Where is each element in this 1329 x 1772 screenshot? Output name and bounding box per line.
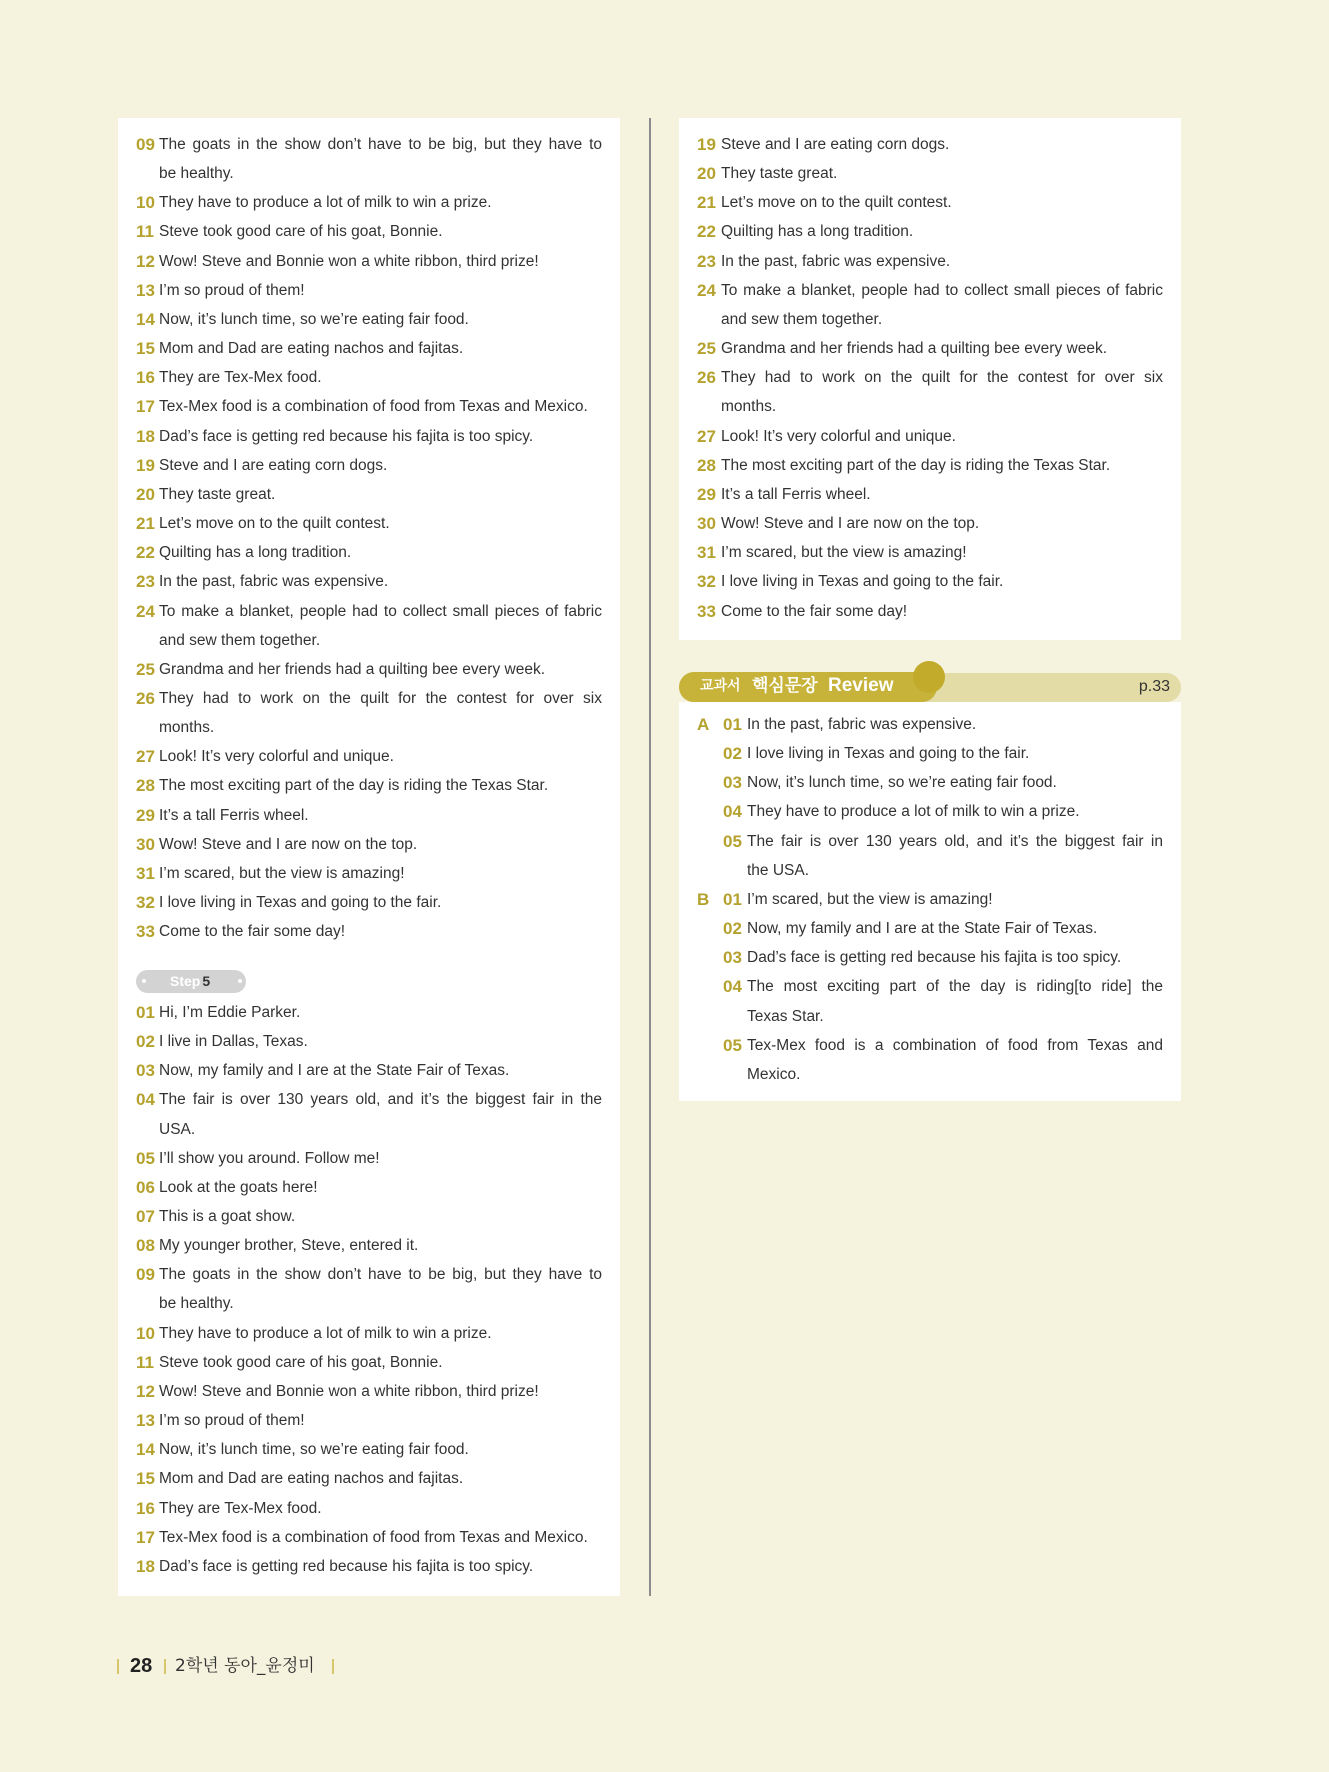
sentence-number: 21 (136, 514, 155, 534)
sentence-text: Now, my family and I are at the State Fair of Texas. (159, 1062, 510, 1080)
step-sentence-list (136, 998, 602, 1581)
footer-separator (117, 1659, 119, 1674)
sentence-item (136, 830, 602, 859)
sentence-number: 19 (136, 455, 155, 475)
sentence-item (136, 888, 602, 917)
sentence-item (697, 567, 1163, 596)
sentence-number: 15 (136, 339, 155, 359)
review-sentence-list (723, 885, 1163, 1089)
sentence-number: 24 (697, 280, 716, 300)
sentence-list (697, 130, 1163, 626)
sentence-number: 27 (697, 426, 716, 446)
sentence-text: They had to work on the quilt for the contest for over six (721, 369, 1163, 387)
sentence-text: Come to the fair some day! (159, 923, 346, 941)
sentence-item (136, 247, 602, 276)
sentence-text: The goats in the show don’t have to be big, but they have to (159, 136, 602, 153)
sentence-text: In the past, fabric was expensive. (159, 573, 389, 591)
sentence-number: 17 (136, 397, 155, 417)
sentence-number: 01 (723, 715, 742, 734)
sentence-number: 03 (723, 948, 742, 968)
review-page-reference: p.33 (1138, 678, 1170, 695)
sentence-number: 18 (136, 426, 155, 446)
sentence-text: They have to produce a lot of milk to win a prize. (159, 194, 492, 212)
sentence-item (697, 188, 1163, 217)
sentence-number: 11 (136, 222, 154, 242)
section-letter: A (697, 715, 710, 734)
sentence-item (723, 710, 1163, 739)
footer-separator (332, 1659, 334, 1674)
sentence-text: I love living in Texas and going to the fair. (159, 894, 442, 912)
sentence-number: 04 (723, 802, 742, 822)
sentence-text: Dad’s face is getting red because his fajita is too spicy. (747, 949, 1122, 967)
review-section-b (697, 885, 1163, 1089)
sentence-item (136, 567, 602, 596)
sentence-text: The most exciting part of the day is riding the Texas Star. (159, 777, 549, 795)
sentence-item (136, 1260, 602, 1318)
sentence-text: It’s a tall Ferris wheel. (159, 806, 309, 824)
sentence-number: 11 (136, 1352, 154, 1372)
sentence-item (136, 1464, 602, 1493)
sentence-text: The fair is over 130 years old, and it’s the biggest fair in the (159, 1091, 602, 1109)
sentence-item (136, 1173, 602, 1202)
sentence-item (697, 597, 1163, 626)
sentence-text: Now, it’s lunch time, so we’re eating fair food. (159, 310, 469, 328)
sentence-item (136, 1435, 602, 1464)
sentence-item (136, 771, 602, 800)
step-number: 5 (202, 972, 211, 989)
sentence-item (136, 1377, 602, 1406)
sentence-text: They are Tex-Mex food. (159, 1499, 322, 1517)
sentence-item (697, 217, 1163, 246)
sentence-text: Steve took good care of his goat, Bonnie. (159, 223, 443, 241)
section-letter: B (697, 889, 710, 909)
sentence-text: Let’s move on to the quilt contest. (721, 194, 952, 212)
sentence-item (136, 334, 602, 363)
sentence-text: Quilting has a long tradition. (721, 223, 914, 241)
review-panel (679, 702, 1181, 1101)
sentence-number: 26 (697, 368, 716, 388)
sentence-number: 22 (697, 222, 716, 242)
sentence-number: 01 (723, 889, 742, 909)
sentence-item (136, 363, 602, 392)
sentence-text: USA. (159, 1120, 196, 1138)
sentence-text: They have to produce a lot of milk to win a prize. (747, 803, 1080, 821)
sentence-item (136, 1056, 602, 1085)
sentence-text: Wow! Steve and I are now on the top. (721, 515, 980, 533)
sentence-text: Look! It’s very colorful and unique. (159, 748, 394, 766)
sentence-text: Now, it’s lunch time, so we’re eating fair food. (159, 1441, 469, 1459)
sentence-item (723, 1031, 1163, 1089)
sentence-number: 10 (136, 1323, 155, 1343)
sentence-number: 04 (723, 977, 742, 997)
circle-icon (913, 661, 945, 693)
sentence-text: and sew them together. (159, 631, 321, 649)
sentence-number: 29 (697, 484, 716, 504)
sentence-number: 02 (723, 744, 742, 764)
sentence-item (136, 1231, 602, 1260)
sentence-list (136, 130, 602, 946)
step-label (136, 970, 246, 993)
sentence-item (723, 972, 1163, 1030)
sentence-number: 25 (697, 339, 716, 359)
sentence-number: 28 (697, 455, 716, 475)
sentence-number: 12 (136, 251, 155, 271)
sentence-text: It’s a tall Ferris wheel. (721, 485, 871, 503)
sentence-text: Quilting has a long tradition. (159, 544, 352, 562)
sentence-number: 32 (136, 893, 155, 913)
sentence-text: They have to produce a lot of milk to win a prize. (159, 1324, 492, 1342)
sentence-text: Dad’s face is getting red because his fajita is too spicy. (159, 427, 534, 445)
sentence-item (697, 363, 1163, 421)
sentence-text: I live in Dallas, Texas. (159, 1033, 308, 1051)
sentence-item (697, 451, 1163, 480)
dot-icon (142, 979, 146, 983)
sentence-number: 10 (136, 193, 155, 213)
sentence-number: 28 (136, 776, 155, 796)
sentence-text: I’m scared, but the view is amazing! (721, 544, 967, 562)
sentence-text: Mom and Dad are eating nachos and fajitas. (159, 340, 464, 358)
sentence-text: Steve and I are eating corn dogs. (159, 456, 388, 474)
sentence-text: To make a blanket, people had to collect small pieces of fabric (721, 281, 1163, 299)
sentence-number: 14 (136, 309, 155, 329)
sentence-text: and sew them together. (721, 310, 883, 328)
sentence-text: They had to work on the quilt for the contest for over six (159, 689, 602, 707)
sentence-text: I’m so proud of them! (159, 1412, 305, 1430)
sentence-text: Come to the fair some day! (721, 602, 908, 620)
sentence-item (136, 1552, 602, 1581)
sentence-number: 13 (136, 1411, 155, 1431)
right-panel (679, 118, 1181, 640)
sentence-number: 23 (136, 572, 155, 592)
sentence-item (723, 768, 1163, 797)
sentence-item (697, 509, 1163, 538)
sentence-text: I love living in Texas and going to the fair. (721, 573, 1004, 591)
sentence-number: 24 (136, 601, 155, 621)
sentence-number: 31 (136, 863, 155, 883)
sentence-number: 22 (136, 543, 155, 563)
sentence-item (723, 943, 1163, 972)
sentence-item (136, 1202, 602, 1231)
sentence-number: 33 (697, 601, 716, 621)
sentence-number: 16 (136, 368, 155, 388)
sentence-text: Look! It’s very colorful and unique. (721, 427, 956, 445)
sentence-text: Now, it’s lunch time, so we’re eating fair food. (747, 774, 1057, 792)
sentence-item (136, 742, 602, 771)
sentence-text: The most exciting part of the day is riding the Texas Star. (721, 456, 1111, 474)
sentence-item (136, 859, 602, 888)
review-title-review: Review (828, 675, 894, 696)
sentence-number: 09 (136, 135, 155, 154)
sentence-item (136, 538, 602, 567)
sentence-number: 07 (136, 1206, 155, 1226)
sentence-text: Grandma and her friends had a quilting bee every week. (159, 660, 546, 678)
sentence-item (697, 334, 1163, 363)
sentence-item (136, 801, 602, 830)
sentence-text: In the past, fabric was expensive. (721, 252, 951, 270)
sentence-number: 30 (136, 834, 155, 854)
sentence-text: Now, my family and I are at the State Fair of Texas. (747, 920, 1098, 938)
sentence-item (136, 276, 602, 305)
sentence-number: 17 (136, 1527, 155, 1547)
sentence-text: I’ll show you around. Follow me! (159, 1149, 380, 1167)
sentence-item (136, 1085, 602, 1143)
sentence-item (723, 914, 1163, 943)
sentence-text: Look at the goats here! (159, 1178, 318, 1196)
sentence-item (136, 422, 602, 451)
sentence-item (697, 480, 1163, 509)
sentence-number: 32 (697, 572, 716, 592)
sentence-text: months. (159, 719, 215, 737)
column-divider (649, 118, 651, 1596)
sentence-item (136, 917, 602, 946)
sentence-number: 25 (136, 659, 155, 679)
sentence-item (136, 1348, 602, 1377)
sentence-number: 02 (136, 1032, 155, 1052)
sentence-number: 03 (723, 773, 742, 793)
sentence-number: 05 (136, 1148, 155, 1168)
page-number: 28 (130, 1655, 153, 1677)
sentence-item (136, 1027, 602, 1056)
sentence-text: The fair is over 130 years old, and it’s the biggest fair in (747, 832, 1163, 850)
sentence-number: 09 (136, 1265, 155, 1285)
sentence-number: 19 (697, 135, 716, 154)
sentence-text: To make a blanket, people had to collect small pieces of fabric (159, 602, 602, 620)
sentence-item (136, 451, 602, 480)
sentence-item (697, 422, 1163, 451)
sentence-number: 08 (136, 1236, 155, 1256)
sentence-number: 03 (136, 1061, 155, 1081)
sentence-item (136, 998, 602, 1027)
sentence-number: 16 (136, 1498, 155, 1518)
sentence-item (136, 684, 602, 742)
sentence-text: Texas Star. (747, 1007, 824, 1025)
sentence-text: This is a goat show. (159, 1207, 296, 1225)
sentence-text: I’m so proud of them! (159, 281, 305, 299)
sentence-item (136, 217, 602, 246)
review-title-key-sentences: 핵심문장 (752, 676, 818, 696)
sentence-item (136, 1406, 602, 1435)
sentence-number: 14 (136, 1440, 155, 1460)
sentence-item (136, 392, 602, 421)
sentence-text: Grandma and her friends had a quilting bee every week. (721, 340, 1108, 358)
sentence-text: Steve and I are eating corn dogs. (721, 136, 950, 153)
sentence-item (697, 247, 1163, 276)
sentence-item (136, 188, 602, 217)
sentence-item (697, 130, 1163, 159)
sentence-text: They are Tex-Mex food. (159, 369, 322, 387)
sentence-text: The goats in the show don’t have to be big, but they have to (159, 1266, 602, 1284)
sentence-text: Tex-Mex food is a combination of food from Texas and Mexico. (159, 398, 588, 416)
sentence-text: Hi, I’m Eddie Parker. (159, 1003, 301, 1021)
sentence-text: I’m scared, but the view is amazing! (159, 864, 405, 882)
sentence-item (697, 159, 1163, 188)
sentence-item (136, 1144, 602, 1173)
sentence-text: Wow! Steve and Bonnie won a white ribbon, third prize! (159, 1382, 539, 1400)
sentence-item (723, 739, 1163, 768)
sentence-number: 04 (136, 1090, 155, 1110)
sentence-number: 06 (136, 1177, 155, 1197)
sentence-text: be healthy. (159, 1295, 234, 1313)
sentence-item (723, 885, 1163, 914)
sentence-text: They taste great. (721, 165, 838, 183)
sentence-item (136, 509, 602, 538)
sentence-number: 20 (136, 484, 155, 504)
sentence-number: 31 (697, 543, 716, 563)
sentence-item (136, 1494, 602, 1523)
sentence-text: Dad’s face is getting red because his fajita is too spicy. (159, 1557, 534, 1575)
sentence-item (136, 1319, 602, 1348)
left-panel (118, 118, 620, 1596)
sentence-text: I’m scared, but the view is amazing! (747, 890, 993, 908)
step-label-text (170, 970, 210, 993)
sentence-text: Tex-Mex food is a combination of food from Texas and Mexico. (159, 1528, 588, 1546)
sentence-text: Steve took good care of his goat, Bonnie. (159, 1353, 443, 1371)
book-title: 2학년 동아_윤정미 (175, 1656, 315, 1676)
step-word: Step (170, 972, 201, 989)
review-section-a (697, 710, 1163, 885)
sentence-text: My younger brother, Steve, entered it. (159, 1237, 419, 1255)
sentence-item (723, 797, 1163, 826)
sentence-text: Tex-Mex food is a combination of food from Texas and (747, 1036, 1163, 1054)
sentence-text: months. (721, 398, 777, 416)
sentence-number: 02 (723, 919, 742, 939)
sentence-number: 15 (136, 1469, 155, 1489)
sentence-text: Mom and Dad are eating nachos and fajitas. (159, 1470, 464, 1488)
sentence-item (136, 130, 602, 188)
sentence-number: 30 (697, 514, 716, 534)
sentence-item (136, 305, 602, 334)
sentence-number: 05 (723, 1035, 742, 1055)
sentence-number: 18 (136, 1556, 155, 1576)
sentence-text: The most exciting part of the day is riding[to ride] the (747, 978, 1163, 996)
review-title-textbook: 교과서 (700, 678, 741, 694)
sentence-text: the USA. (747, 861, 810, 879)
sentence-number: 01 (136, 1002, 155, 1022)
sentence-text: I love living in Texas and going to the fair. (747, 745, 1030, 763)
sentence-item (136, 655, 602, 684)
sentence-number: 12 (136, 1381, 155, 1401)
sentence-text: They taste great. (159, 485, 276, 503)
sentence-number: 21 (697, 193, 716, 213)
sentence-text: Mexico. (747, 1065, 801, 1083)
sentence-item (136, 1523, 602, 1552)
sentence-number: 13 (136, 280, 155, 300)
sentence-text: be healthy. (159, 165, 234, 183)
sentence-item (697, 538, 1163, 567)
sentence-number: 27 (136, 747, 155, 767)
sentence-item (723, 827, 1163, 885)
sentence-item (697, 276, 1163, 334)
sentence-text: Wow! Steve and Bonnie won a white ribbon, third prize! (159, 252, 539, 270)
review-sentence-list (723, 710, 1163, 885)
sentence-number: 05 (723, 831, 742, 851)
sentence-number: 29 (136, 805, 155, 825)
sentence-text: Let’s move on to the quilt contest. (159, 515, 390, 533)
sentence-item (136, 597, 602, 655)
sentence-number: 20 (697, 164, 716, 184)
sentence-text: Wow! Steve and I are now on the top. (159, 835, 418, 853)
sentence-number: 26 (136, 688, 155, 708)
sentence-text: In the past, fabric was expensive. (747, 716, 977, 733)
dot-icon (238, 979, 242, 983)
sentence-item (136, 480, 602, 509)
sentence-number: 23 (697, 251, 716, 271)
sentence-number: 33 (136, 922, 155, 942)
footer-separator (164, 1659, 166, 1674)
